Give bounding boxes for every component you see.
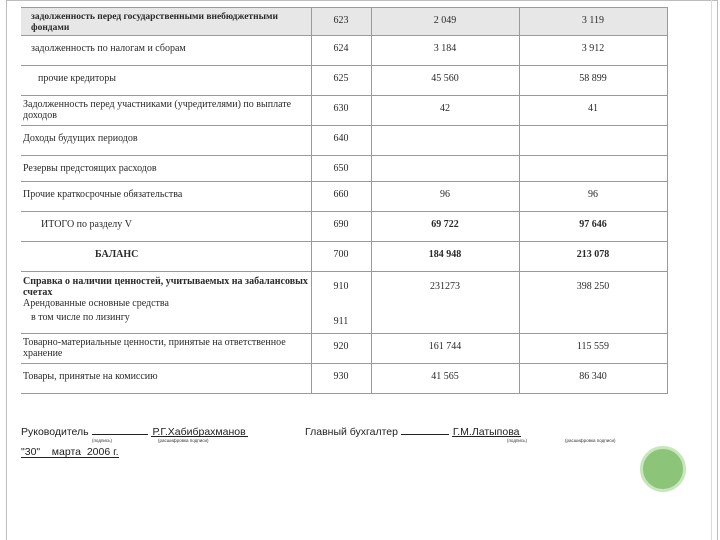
report-date: "30" марта 2006 г. [21,446,119,458]
accountant-name-caption: (расшифровка подписи) [565,438,616,443]
balance-sheet-table [21,7,668,394]
slide-frame-right [717,0,718,540]
row-code: 690 [311,212,371,242]
row-code: 920 [311,334,371,364]
accountant-label: Главный бухгалтер [305,426,398,438]
table-row [21,242,667,272]
table-row [21,156,667,182]
row-value-start: 41 565 [371,364,519,394]
row-value-start: 231273 [371,272,519,334]
row-value-end: 398 250 [519,272,667,334]
row-code [311,272,371,334]
slide-frame-right-inner [711,0,712,540]
head-name-caption: (расшифровка подписи) [158,438,209,443]
row-value-end: 41 [519,96,667,126]
row-value-start: 69 722 [371,212,519,242]
row-value-end: 96 [519,182,667,212]
row-value-start: 42 [371,96,519,126]
row-label [21,272,311,334]
row-value-end [519,126,667,156]
row-code: 640 [311,126,371,156]
row-value-start: 45 560 [371,66,519,96]
decorative-green-circle [640,446,686,492]
table-row [21,126,667,156]
head-sign-caption: (подпись) [92,438,113,443]
leased-assets-label: Арендованные основные средства [23,298,169,309]
accountant-signature-blank [401,424,449,435]
row-value-start: 3 184 [371,36,519,66]
table-row [21,334,667,364]
row-value-end: 97 646 [519,212,667,242]
row-label: Товарно-материальные ценности, принятые на ответственное хранение [21,334,311,364]
leasing-label: в том числе по лизингу [31,312,130,323]
table-row [21,182,667,212]
slide-frame-top [6,0,718,1]
row-code-910: 910 [333,281,349,292]
row-label: ИТОГО по разделу V [21,212,311,242]
row-label: Доходы будущих периодов [21,126,311,156]
table-row [21,66,667,96]
row-value-end: 3 119 [519,8,667,36]
row-label: Товары, принятые на комиссию [21,364,311,394]
accountant-signature-line [305,424,521,438]
table-row [21,36,667,66]
row-value-end: 213 078 [519,242,667,272]
table-row [21,212,667,242]
row-code: 930 [311,364,371,394]
row-label: прочие кредиторы [21,66,311,96]
table-row [21,8,667,36]
row-label: Прочие краткосрочные обязательства [21,182,311,212]
head-signature-line [21,424,248,438]
head-signature-blank [92,424,148,435]
row-value-start: 2 049 [371,8,519,36]
head-name: Р.Г.Хабибрахманов [152,426,246,438]
row-label: БАЛАНС [21,242,311,272]
row-value-end [519,156,667,182]
row-label: задолженность по налогам и сборам [21,36,311,66]
row-value-end: 115 559 [519,334,667,364]
row-value-end: 86 340 [519,364,667,394]
row-label: Резервы предстоящих расходов [21,156,311,182]
offbalance-heading: Справка о наличии ценностей, учитываемых на забалансовых счетах [23,276,308,298]
table-row [21,272,667,334]
row-label: Задолженность перед участниками (учредителями) по выплате доходов [21,96,311,126]
row-code: 660 [311,182,371,212]
row-value-start: 96 [371,182,519,212]
row-value-start [371,156,519,182]
row-value-start: 161 744 [371,334,519,364]
row-value-start: 184 948 [371,242,519,272]
accountant-name: Г.М.Латыпова [452,426,520,438]
row-code: 630 [311,96,371,126]
table-row [21,96,667,126]
row-code: 625 [311,66,371,96]
row-code: 624 [311,36,371,66]
row-code-911: 911 [333,316,349,327]
row-value-end: 58 899 [519,66,667,96]
head-label: Руководитель [21,426,89,438]
row-value-end: 3 912 [519,36,667,66]
table-row [21,364,667,394]
slide-frame-left [6,0,7,540]
row-label: задолженность перед государственными внебюджетными фондами [21,8,311,36]
accountant-sign-caption: (подпись) [507,438,528,443]
row-value-start [371,126,519,156]
row-code: 650 [311,156,371,182]
row-code: 623 [311,8,371,36]
row-code: 700 [311,242,371,272]
